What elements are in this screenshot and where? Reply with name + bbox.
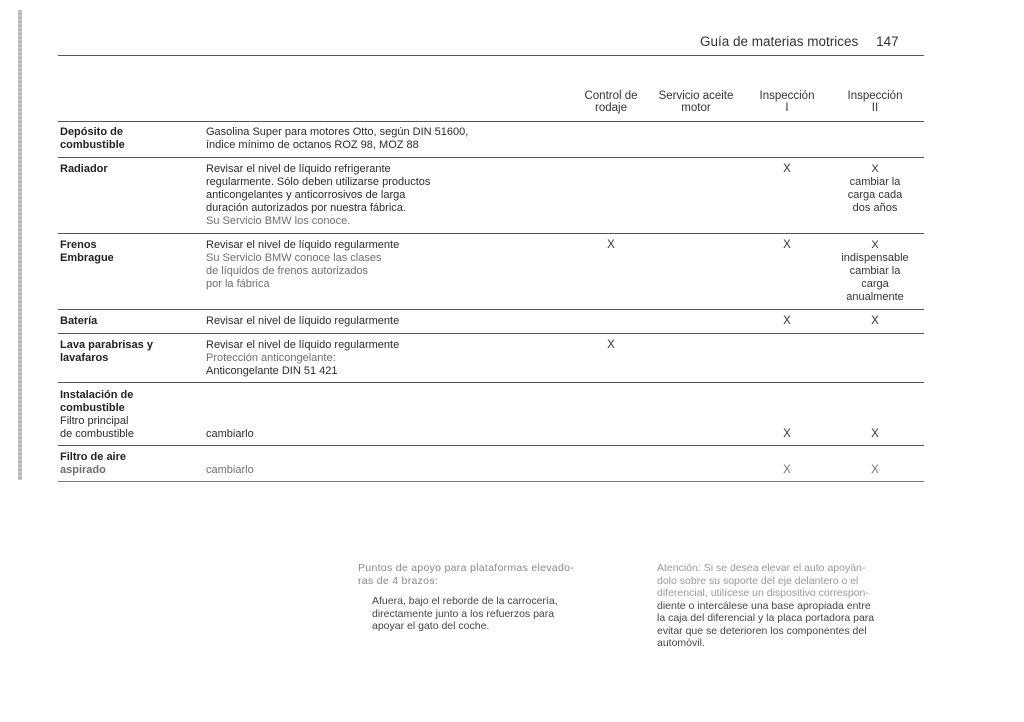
row-label-bateria: Batería [60,315,98,327]
note-radiador-insp2: X cambiar la carga cada dos años [847,163,903,214]
row-divider [58,309,924,310]
row-label-radiador: Radiador [60,163,108,175]
mark-bateria-insp2: X [871,315,879,327]
lift-points-body: Afuera, bajo el reborde de la carrocería, directamente junto a los refuerzos para apoyar el gato del coche. [372,595,558,632]
attention-note: Atención: Si se desea elevar el auto apoyán- dolo sobre su soporte del eje delantero o el diferencial, utilícese un dispositivo correspon- diente o intercálese una base apropiada entre la caja del diferencial y la placa portadora para evitar que se deterioren los componentes del automóvil. [657,562,875,649]
page-section-title: Guía de materias motrices [700,34,859,49]
row-desc-instalacion: cambiarlo [206,428,254,440]
header-rule [58,55,924,56]
column-header-inspeccion-2: Inspección II [847,90,903,114]
running-header [700,34,899,49]
table-header-rule [58,121,924,122]
mark-instalacion-insp2: X [871,428,879,440]
column-header-control-rodaje: Control de rodaje [584,90,638,114]
row-desc-lavaparabrisas: Revisar el nivel de líquido regularmente Protección anticongelante: Anticongelante DIN 51 421 [206,339,400,377]
mark-frenos-insp1: X [783,239,791,251]
mark-bateria-insp1: X [783,315,791,327]
mark-instalacion-insp1: X [783,428,791,440]
page-binding-edge [18,10,22,480]
attention-label: Atención: [657,562,701,574]
row-divider [58,233,924,234]
row-desc-frenos: Revisar el nivel de líquido regularmente Su Servicio BMW conoce las clases de líquidos de frenos autorizados por la fábrica [206,239,400,290]
row-label-frenos: Frenos Embrague [60,239,114,264]
row-label-lavaparabrisas: Lava parabrisas y lavafaros [60,339,153,364]
row-divider [58,382,924,383]
mark-filtro-insp1: X [783,464,791,476]
row-divider [58,333,924,334]
row-label-filtro-aire: Filtro de aire aspirado [60,451,127,476]
mark-frenos-control: X [607,239,615,251]
row-label-deposito: Depósito de combustible [60,126,125,151]
row-desc-radiador: Revisar el nivel de líquido refrigerante regularmente. Sólo deben utilizarse productos anticongelantes y anticorrosivos de larga duración autorizados por nuestra fábrica. Su Servicio BMW los conoce. [206,163,431,227]
column-header-servicio-aceite: Servicio aceite motor [658,90,734,114]
mark-lavaparabrisas-control: X [607,339,615,351]
mark-filtro-insp2: X [871,464,879,476]
mark-radiador-insp1: X [783,163,791,175]
row-desc-filtro-aire: cambiarlo [206,464,254,476]
column-header-inspeccion-1: Inspección I [759,90,815,114]
row-label-instalacion: Instalación de combustible Filtro principal de combustible [60,389,134,440]
lift-points-title: Puntos de apoyo para plataformas elevado- ras de 4 brazos: [358,562,575,587]
row-divider [58,445,924,446]
row-divider [58,157,924,158]
row-desc-deposito: Gasolina Super para motores Otto, según DIN 51600, índice mínimo de octanos ROZ 98, MOZ 88 [206,126,469,151]
row-desc-bateria: Revisar el nivel de líquido regularmente [206,315,400,327]
page-number: 147 [876,34,899,49]
note-frenos-insp2: X indispensable cambiar la carga anualmente [841,239,909,303]
lift-points-note [358,562,626,633]
table-bottom-rule [58,481,924,482]
